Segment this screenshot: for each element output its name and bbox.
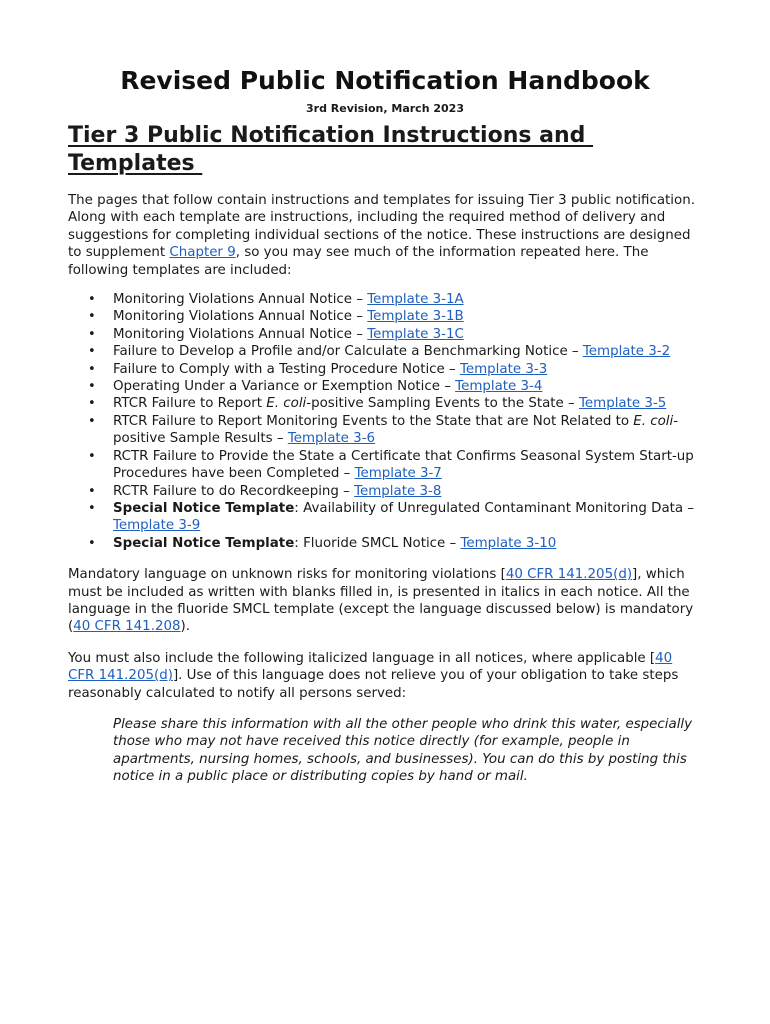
- document-title: Revised Public Notification Handbook: [120, 66, 650, 95]
- bullet-icon: •: [88, 413, 96, 429]
- paragraph-text: You must also include the following italicized language in all notices, where applicable [: [68, 650, 656, 666]
- intro-paragraph: [68, 192, 702, 279]
- list-item: [68, 535, 702, 552]
- list-item-text: RCTR Failure to Provide the State a Certificate that Confirms Seasonal System Start-up Procedures have been Completed –: [113, 448, 694, 482]
- template-3-3-link[interactable]: Template 3-3: [459, 361, 548, 377]
- template-3-1a-link[interactable]: Template 3-1A: [367, 292, 464, 308]
- document-page: [68, 60, 702, 786]
- list-item-text: Monitoring Violations Annual Notice –: [113, 292, 368, 308]
- paragraph-text: Mandatory language on unknown risks for monitoring violations [: [68, 567, 506, 583]
- list-item: [68, 343, 702, 360]
- template-3-6-link[interactable]: Template 3-6: [287, 431, 376, 447]
- bullet-icon: •: [88, 379, 96, 395]
- list-item-text: Monitoring Violations Annual Notice –: [113, 309, 368, 325]
- cfr-141-208-link[interactable]: 40 CFR 141.208: [73, 619, 181, 635]
- template-3-7-link[interactable]: Template 3-7: [354, 466, 442, 482]
- list-item-text: Failure to Develop a Profile and/or Calculate a Benchmarking Notice –: [113, 344, 583, 360]
- list-item-text: : Availability of Unregulated Contaminant Monitoring Data –: [294, 500, 695, 516]
- paragraph-text: ], which must be included as written with blanks filled in, is presented in italics in each notice. All the language in the fluoride SMCL template (except the language discussed below) is mandatory (: [68, 567, 694, 635]
- list-item-bold: Special Notice Template: [113, 535, 295, 551]
- chapter-9-link[interactable]: Chapter 9: [169, 245, 236, 261]
- document-subtitle: 3rd Revision, March 2023: [306, 102, 464, 115]
- list-item-text: RTCR Failure to Report Monitoring Events to the State that are Not Related to: [113, 413, 634, 429]
- bullet-icon: •: [88, 483, 96, 499]
- mandatory-paragraph: [68, 566, 702, 636]
- bullet-icon: •: [88, 292, 96, 308]
- template-3-4-link[interactable]: Template 3-4: [455, 379, 543, 395]
- share-notice-quote: Please share this information with all the other people who drink this water, especially those who may not have received this notice directly (for example, people in apartments, nursing homes, schools, and businesses). You can do this by posting this notice in a public place or distributing copies by hand or mail.: [113, 716, 693, 785]
- template-3-1b-link[interactable]: Template 3-1B: [367, 309, 464, 325]
- list-item: [68, 361, 702, 378]
- list-item: [68, 326, 702, 343]
- italicized-paragraph: [68, 650, 702, 702]
- paragraph-text: ]. Use of this language does not relieve you of your obligation to take steps reasonably calculated to notify all persons served:: [68, 668, 679, 701]
- list-item: [68, 378, 702, 395]
- list-item-text: -positive Sample Results –: [113, 413, 679, 447]
- cfr-141-205d-link[interactable]: 40 CFR 141.205(d): [505, 567, 633, 583]
- list-item-text: RTCR Failure to Report: [113, 396, 267, 412]
- paragraph-text: ).: [180, 619, 191, 635]
- template-3-10-link[interactable]: Template 3-10: [460, 535, 557, 551]
- bullet-icon: •: [88, 448, 96, 464]
- list-item-text: RCTR Failure to do Recordkeeping –: [113, 483, 355, 499]
- bullet-icon: •: [88, 309, 96, 325]
- bullet-icon: •: [88, 326, 96, 342]
- list-item-text: Monitoring Violations Annual Notice –: [113, 326, 368, 342]
- list-item: [68, 308, 702, 325]
- list-item: [68, 483, 702, 500]
- bullet-icon: •: [88, 344, 96, 360]
- list-item-text: : Fluoride SMCL Notice –: [294, 535, 461, 551]
- bullet-icon: •: [88, 500, 96, 516]
- list-item: [68, 291, 702, 308]
- list-item-text: Operating Under a Variance or Exemption Notice –: [113, 379, 456, 395]
- list-item: [68, 395, 702, 412]
- list-item-bold: Special Notice Template: [113, 500, 295, 516]
- bullet-icon: •: [88, 396, 96, 412]
- template-3-1c-link[interactable]: Template 3-1C: [367, 326, 464, 342]
- template-3-9-link[interactable]: Template 3-9: [113, 518, 201, 534]
- template-3-8-link[interactable]: Template 3-8: [354, 483, 442, 499]
- template-3-2-link[interactable]: Template 3-2: [582, 344, 671, 360]
- list-item-text: Failure to Comply with a Testing Procedure Notice –: [113, 361, 460, 377]
- section-heading: Tier 3 Public Notification Instructions and Templates: [68, 123, 594, 176]
- bullet-icon: •: [88, 361, 96, 377]
- bullet-icon: •: [88, 535, 96, 551]
- intro-text: The pages that follow contain instructions and templates for issuing Tier 3 public notification. Along with each template are instructions, including the required method of delivery and suggestions for completing individual sections of the notice. These instructions are designed to supplement: [68, 193, 695, 261]
- list-item-italic: E. coli: [266, 396, 307, 412]
- template-3-5-link[interactable]: Template 3-5: [579, 396, 667, 412]
- list-item: [68, 448, 702, 483]
- list-item-italic: E. coli: [633, 413, 674, 429]
- list-item-text: -positive Sampling Events to the State –: [306, 396, 580, 412]
- list-item: [68, 413, 702, 448]
- cfr-141-205d-link-2[interactable]: 40 CFR 141.205(d): [68, 650, 673, 684]
- intro-text-end: , so you may see much of the information repeated here. The following templates are included:: [68, 245, 649, 278]
- list-item: [68, 500, 702, 535]
- templates-list: [68, 291, 702, 552]
